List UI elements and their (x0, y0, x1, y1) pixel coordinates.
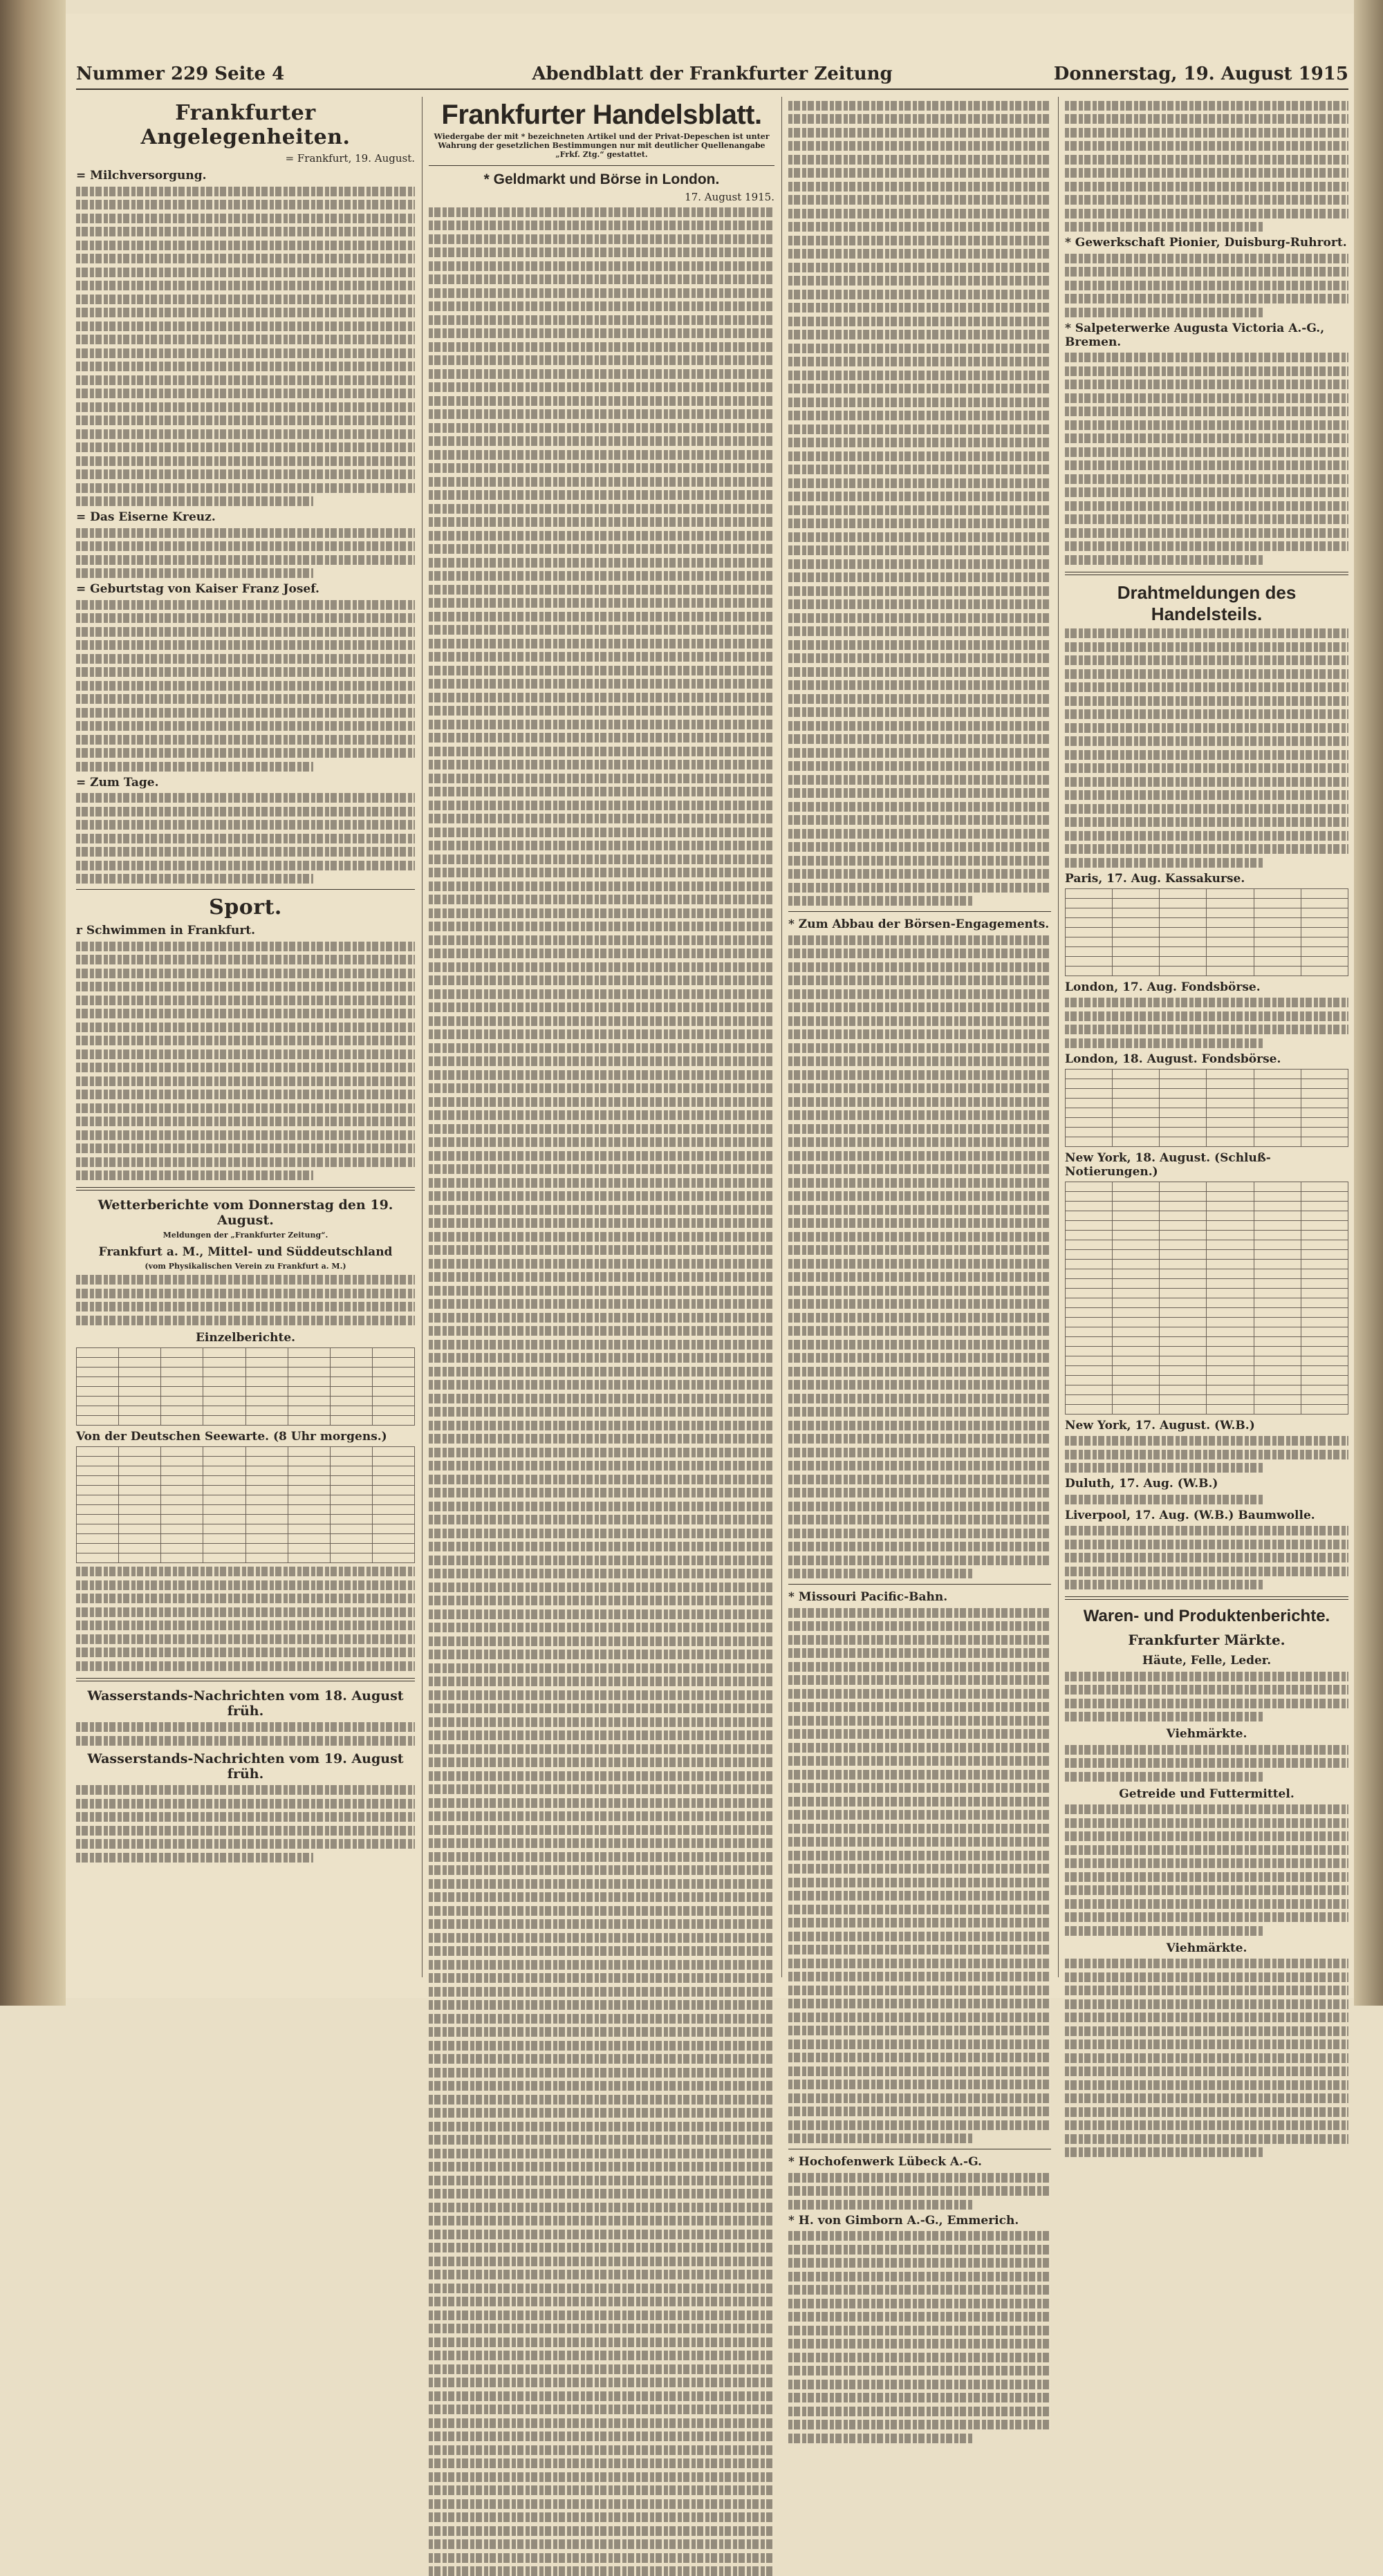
weather-body (76, 1567, 415, 1671)
newspaper-name: Abendblatt der Frankfurter Zeitung (532, 64, 893, 84)
dateline: 17. August 1915. (685, 190, 774, 203)
article-head: * Salpeterwerke Augusta Victoria A.-G., Bremen. (1065, 321, 1325, 349)
article-head: = Milchversorgung. (76, 169, 207, 183)
article-body (1065, 353, 1348, 565)
market-head: New York, 18. August. (Schluß-Notierungen.) (1065, 1150, 1271, 1179)
copyright-note: Wiedergabe der mit * bezeichneten Artikel und der Privat-Depeschen ist unter Wahrung der gesetzlichen Bestimmungen nur mit deutlicher Quellenangabe „Frkf. Ztg.“ gestattet. (434, 132, 770, 160)
article-body (429, 207, 774, 2576)
binding-gutter (0, 0, 66, 2006)
weather-region: Frankfurt a. M., Mittel- und Süddeutschland (98, 1245, 393, 1260)
article-body (788, 101, 1051, 906)
page-edge (1354, 0, 1383, 2006)
london-quotes-table (1065, 1069, 1348, 1147)
market-head: London, 18. August. Fondsbörse. (1065, 1052, 1281, 1066)
dateline: = Frankfurt, 19. August. (285, 152, 415, 165)
article-body (1065, 1436, 1348, 1473)
column-local-news (76, 97, 415, 1984)
article-body (1065, 1495, 1348, 1504)
weather-detail-title: Einzelberichte. (195, 1330, 296, 1345)
article-head: * Missouri Pacific-Bahn. (788, 1590, 948, 1604)
section-title: Waren- und Produktenberichte. (1083, 1607, 1330, 1625)
section-title: Drahtmeldungen des Handelsteils. (1117, 581, 1297, 624)
seewarte-title: Von der Deutschen Seewarte. (8 Uhr morgens.) (76, 1429, 387, 1444)
market-category: Häute, Felle, Leder. (1142, 1654, 1272, 1668)
market-category: Viehmärkte. (1166, 1727, 1247, 1741)
article-body (1065, 998, 1348, 1048)
column-markets (1065, 97, 1348, 1984)
water-level-title: Wasserstands-Nachrichten vom 18. August früh. (87, 1688, 404, 1719)
article-head: * H. von Gimborn A.-G., Emmerich. (788, 2213, 1019, 2228)
article-body (76, 528, 415, 579)
weather-title: Wetterberichte vom Donnerstag den 19. August. (98, 1197, 393, 1228)
column-business (788, 97, 1051, 2228)
article-head: = Zum Tage. (76, 775, 159, 790)
article-head: * Gewerkschaft Pionier, Duisburg-Ruhrort. (1065, 236, 1347, 250)
article-body (1065, 1526, 1348, 1589)
article-head: r Schwimmen in Frankfurt. (76, 924, 256, 937)
column-handelsblatt (429, 97, 774, 1984)
column-rule (781, 97, 782, 1977)
water-level-body (76, 1785, 415, 1863)
article-body (76, 942, 415, 1181)
article-body (1065, 1959, 1348, 2157)
weather-table-frankfurt (76, 1347, 415, 1426)
article-body (788, 2231, 1051, 2443)
article-body (1065, 254, 1348, 317)
page-number: Nummer 229 Seite 4 (76, 64, 285, 84)
article-body (1065, 1804, 1348, 1936)
article-head: * Hochofenwerk Lübeck A.-G. (788, 2155, 982, 2169)
newyork-quotes-table (1065, 1182, 1348, 1415)
article-body (76, 793, 415, 884)
article-body (1065, 101, 1348, 232)
article-body (1065, 1745, 1348, 1782)
section-title-sport: Sport. (209, 895, 282, 920)
article-body (1065, 1672, 1348, 1722)
column-rule (1058, 97, 1059, 1977)
section-title: Frankfurter Handelsblatt. (441, 100, 762, 130)
paris-quotes-table (1065, 888, 1348, 976)
sub-section-title: Frankfurter Märkte. (1128, 1632, 1285, 1648)
section-title: Frankfurter Angelegenheiten. (140, 101, 351, 149)
article-head: = Das Eiserne Kreuz. (76, 510, 216, 524)
article-body (788, 2173, 1051, 2210)
weather-subtitle: Meldungen der „Frankfurter Zeitung“. (163, 1231, 328, 1240)
article-head: * Zum Abbau der Börsen-Engagements. (788, 917, 1050, 931)
article-body (1065, 628, 1348, 868)
weather-region-source: (vom Physikalischen Verein zu Frankfurt a. M.) (145, 1262, 346, 1271)
market-category: Viehmärkte. (1166, 1941, 1247, 1955)
water-level-body (76, 1722, 415, 1746)
article-head: * Geldmarkt und Börse in London. (483, 171, 720, 187)
article-body (788, 1608, 1051, 2144)
issue-date: Donnerstag, 19. August 1915 (1053, 64, 1348, 84)
market-head: London, 17. Aug. Fondsbörse. (1065, 980, 1261, 994)
water-level-title: Wasserstands-Nachrichten vom 19. August früh. (87, 1751, 404, 1782)
masthead (76, 64, 1348, 90)
market-head: Paris, 17. Aug. Kassakurse. (1065, 871, 1245, 886)
article-body (788, 935, 1051, 1579)
market-head: New York, 17. August. (W.B.) (1065, 1418, 1255, 1432)
market-head: Liverpool, 17. Aug. (W.B.) Baumwolle. (1065, 1508, 1315, 1522)
weather-body (76, 1275, 415, 1325)
weather-table-seewarte (76, 1446, 415, 1563)
market-head: Duluth, 17. Aug. (W.B.) (1065, 1477, 1218, 1491)
article-head: = Geburtstag von Kaiser Franz Josef. (76, 582, 319, 596)
article-body (76, 187, 415, 507)
article-body (76, 600, 415, 772)
market-category: Getreide und Futtermittel. (1119, 1786, 1294, 1801)
column-rule (422, 97, 423, 1977)
